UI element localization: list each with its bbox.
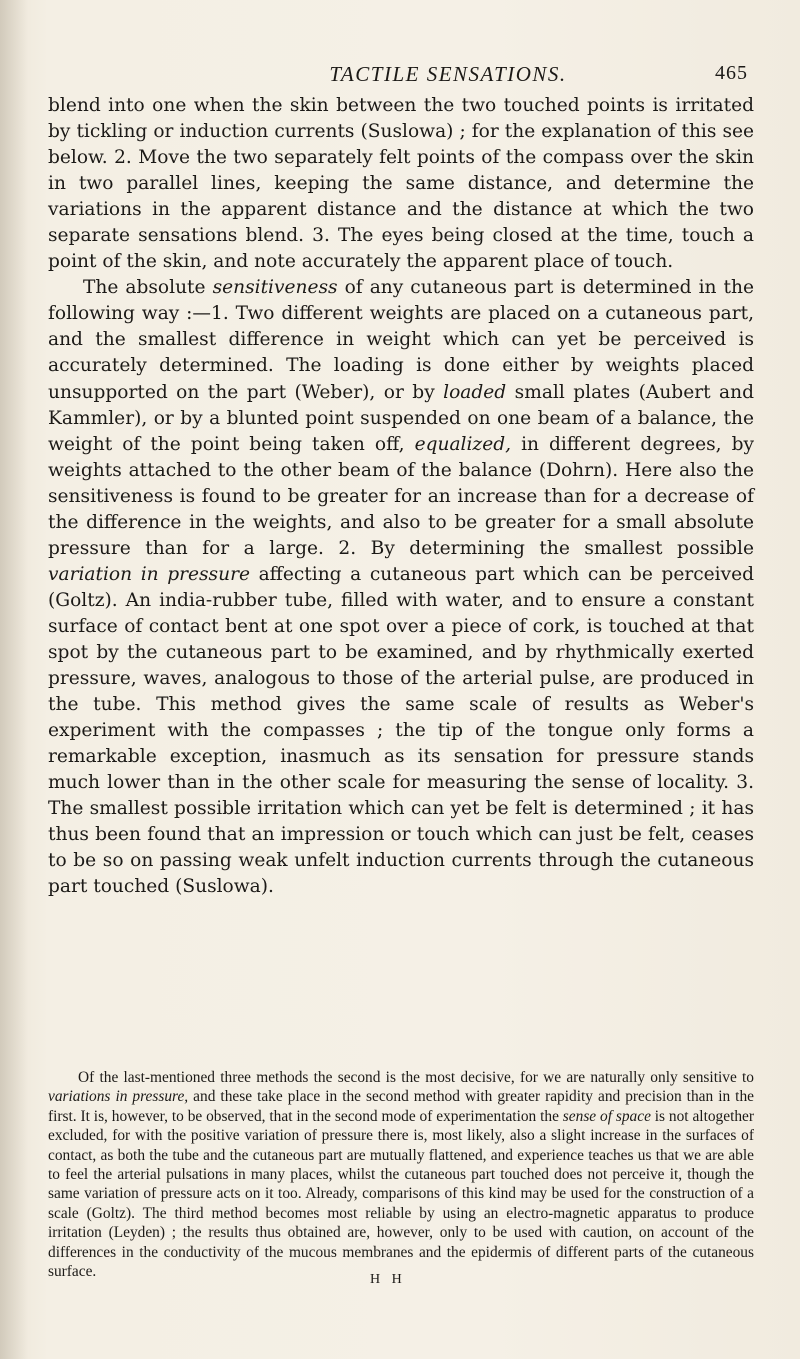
paragraph-2-text: small plates (Aubert and Kammler), or by a blunted point suspended on one beam of a balance, the weight of the point being taken off, — [48, 381, 754, 455]
paragraph-2-emphasis: sensitiveness — [212, 277, 338, 299]
binding-shadow — [0, 0, 28, 1359]
paragraph-2-text: The absolute — [83, 277, 213, 299]
paragraph-2-emphasis: equalized, — [414, 433, 512, 455]
paragraph-2 — [48, 275, 754, 900]
paragraph-2-emphasis: variation in pressure — [48, 563, 250, 585]
paragraph-2-text: in different degrees, by weights attached to the other beam of the balance (Dohrn). Here also the sensitiveness is found to be greater for an increase than for a decrease of the difference in the weights, and also to be greater for a small absolute pressure than for a large. 2. By determining the smallest possible — [48, 433, 755, 559]
paragraph-1: blend into one when the skin between the two touched points is irritated by tickling or induction currents (Suslowa) ; for the explanation of this see below. 2. Move the two separately felt points of the compass over the skin in two parallel lines, keeping the same distance, and determine the variations in the apparent distance and the distance at which the two separate sensations blend. 3. The eyes being closed at the time, touch a point of the skin, and note accurately the apparent place of touch. — [48, 95, 754, 273]
running-title: TACTILE SENSATIONS. — [329, 62, 567, 86]
page-number: 465 — [715, 62, 748, 84]
small-print-note — [48, 1068, 754, 1281]
note-paragraph — [48, 1068, 754, 1281]
note-text: Of the last-mentioned three methods the second is the most decisive, for we are naturally only sensitive to — [78, 1069, 754, 1086]
main-text — [48, 93, 754, 900]
note-emphasis: variations in pressure, — [48, 1088, 189, 1106]
signature-mark: H H — [370, 1272, 406, 1287]
paragraph-2-text: affecting a cutaneous part which can be perceived (Goltz). An india-rubber tube, filled with water, and to ensure a constant surface of contact bent at one spot over a piece of cork, is touched at that spot by the cutaneous part to be examined, and by rhythmically exerted pressure, waves, analogous to those of the arterial pulse, are produced in the tube. This method gives the same scale of results as Weber's experiment with the compasses ; the tip of the tongue only forms a remarkable exception, inasmuch as its sensation for pressure stands much lower than in the other scale for measuring the sense of locality. 3. The smallest possible irritation which can yet be felt is determined ; it has thus been found that an impression or touch which can just be felt, ceases to be so on passing weak unfelt induction currents through the cutaneous part touched (Suslowa). — [48, 563, 754, 898]
note-text: and these take place in the second method with greater rapidity and precision than in the first. It is, however, to be observed, that in the second mode of experimentation the — [48, 1088, 754, 1125]
paragraph-2-text: of any cutaneous part is determined in the following way :—1. Two different weights are placed on a cutaneous part, and the smallest difference in weight which can yet be perceived is accurately determined. The loading is done either by weights placed unsupported on the part (Weber), or by — [48, 277, 754, 403]
note-text: is not altogether excluded, for with the positive variation of pressure there is, most likely, also a slight increase in the surfaces of contact, as both the tube and the cutaneous part are mutually flattened, and experience teaches us that we are able to feel the arterial pulsations in many places, whilst the cutaneous part touched does not perceive it, though the same variation of pressure acts on it too. Already, comparisons of this kind may be used for the construction of a scale (Goltz). The third method becomes most reliable by using an electro-magnetic apparatus to produce irritation (Leyden) ; the results thus obtained are, however, only to be used with caution, on account of the differences in the conductivity of the mucous membranes and the epidermis of different parts of the cutaneous surface. — [48, 1107, 754, 1281]
note-emphasis: sense of space — [562, 1107, 651, 1125]
paragraph-2-emphasis: loaded — [443, 381, 507, 403]
